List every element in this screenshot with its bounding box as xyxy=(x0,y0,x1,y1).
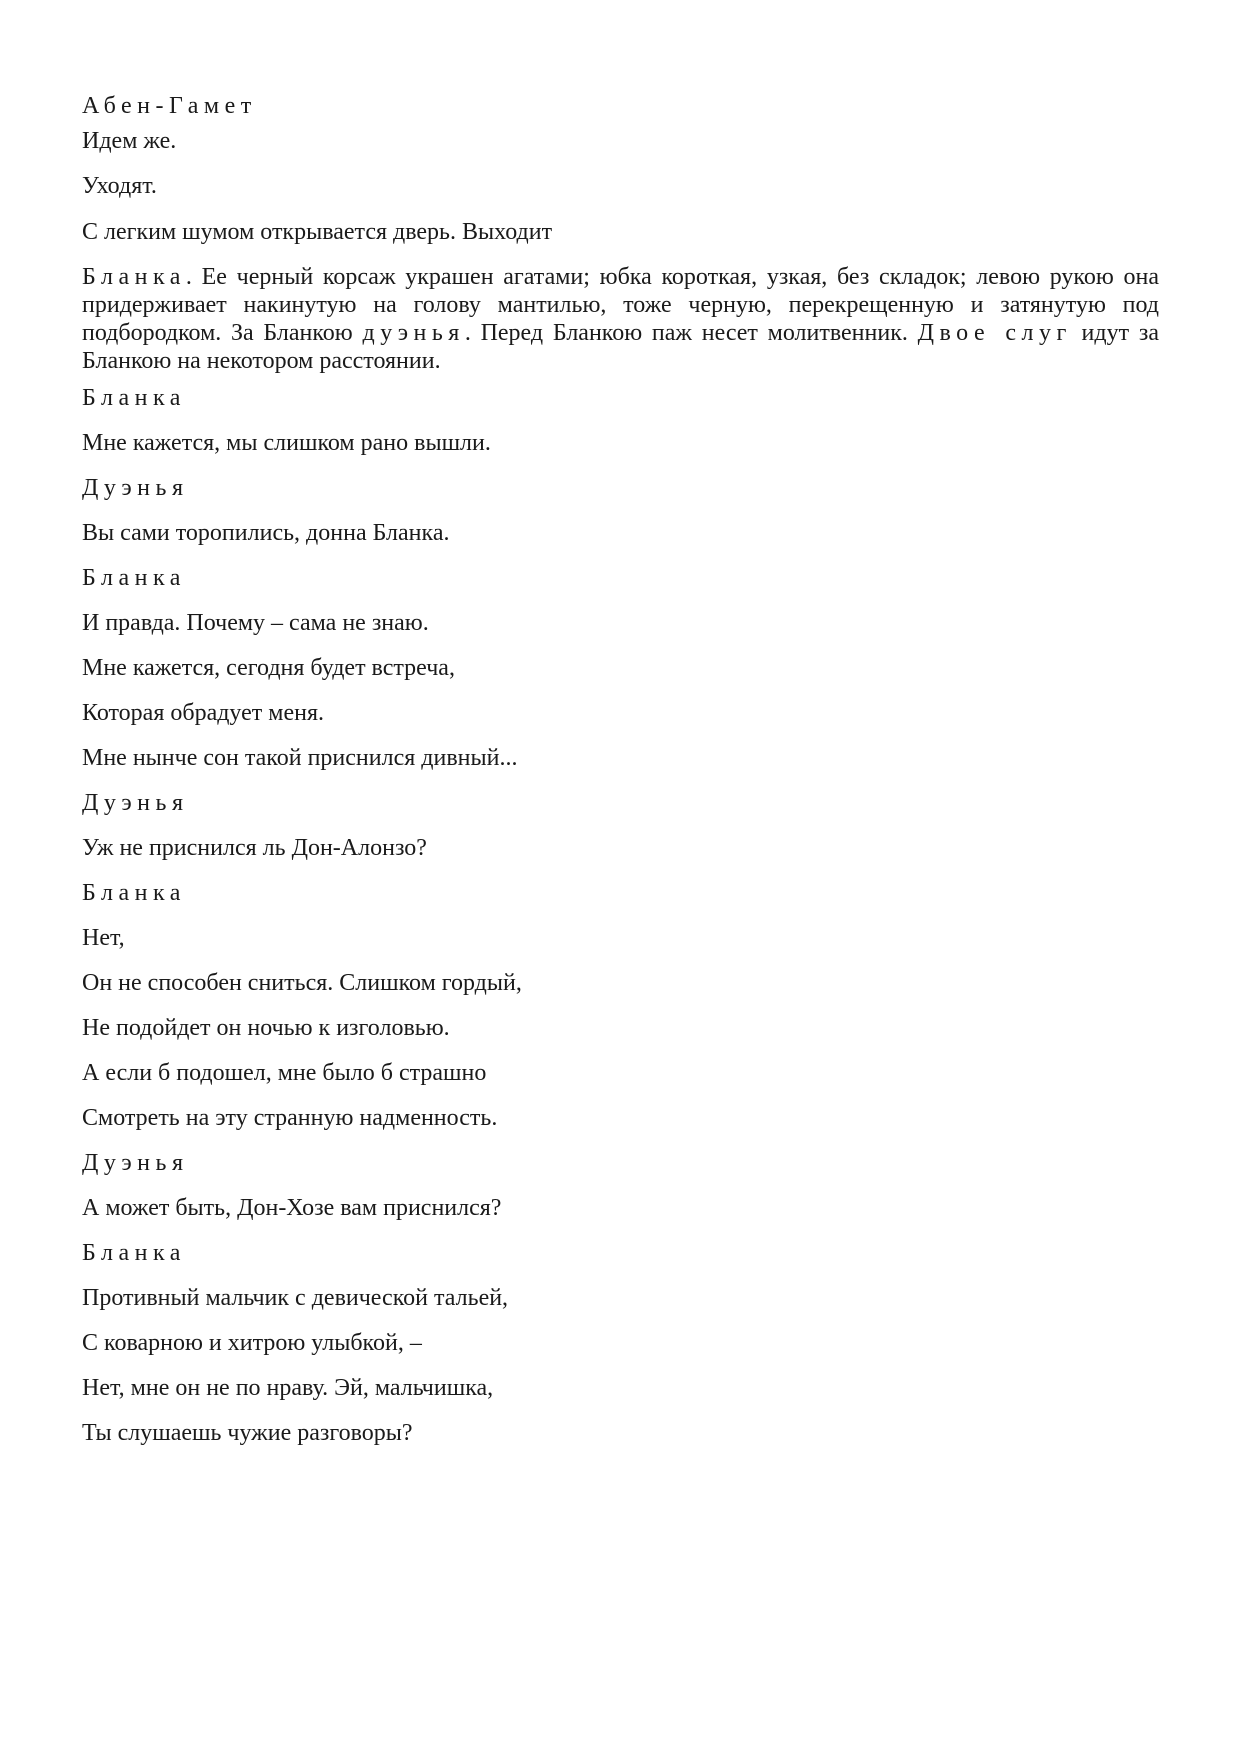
character-name-duenya: дуэнья xyxy=(362,320,465,346)
verse-line: С коварною и хитрою улыбкой, – xyxy=(82,1330,422,1356)
verse-line: И правда. Почему – сама не знаю. xyxy=(82,610,429,636)
speaker-aben-gamet: Абен-Гамет xyxy=(82,93,257,119)
speaker-blanka: Бланка xyxy=(82,385,186,411)
speaker-duenya: Дуэнья xyxy=(82,1150,189,1176)
verse-line: Противный мальчик с девической тальей, xyxy=(82,1285,509,1311)
character-name-blanka: Бланка xyxy=(82,264,186,290)
verse-line: Он не способен сниться. Слишком гордый, xyxy=(82,970,522,996)
verse-line: А если б подошел, мне было б страшно xyxy=(82,1060,487,1086)
verse-line: Вы сами торопились, донна Бланка. xyxy=(82,520,450,546)
speaker-duenya: Дуэнья xyxy=(82,475,189,501)
verse-line: Идем же. xyxy=(82,128,177,154)
verse-line: Мне нынче сон такой приснился дивный... xyxy=(82,745,518,771)
speaker-blanka: Бланка xyxy=(82,1240,186,1266)
verse-line: Мне кажется, мы слишком рано вышли. xyxy=(82,430,491,456)
stage-direction-text: . Перед Бланкою паж несет молитвенник. xyxy=(464,320,918,346)
verse-line: Нет, мне он не по нраву. Эй, мальчишка, xyxy=(82,1375,494,1401)
stage-direction: Уходят. xyxy=(82,173,157,199)
stage-direction-text: идут за Бланкою на некотором расстоянии. xyxy=(82,320,1159,374)
verse-line: Нет, xyxy=(82,925,125,951)
verse-line: Которая обрадует меня. xyxy=(82,700,324,726)
character-name-servants: Двое слуг xyxy=(917,320,1072,346)
stage-direction-text: . Ее черный корсаж украшен агатами; юбка короткая, узкая, без складок; левою рукою она придерживает накинутую на голову мантилью, тоже черную, перекрещенную и затянутую под подбородком. За Бланкою xyxy=(82,264,1159,346)
speaker-duenya: Дуэнья xyxy=(82,790,189,816)
stage-direction-paragraph xyxy=(82,263,1159,375)
verse-line: А может быть, Дон-Хозе вам приснился? xyxy=(82,1195,502,1221)
verse-line: Уж не приснился ль Дон-Алонзо? xyxy=(82,835,427,861)
speaker-blanka: Бланка xyxy=(82,880,186,906)
stage-direction: С легким шумом открывается дверь. Выходит xyxy=(82,219,553,245)
verse-line: Смотреть на эту странную надменность. xyxy=(82,1105,498,1131)
verse-line: Мне кажется, сегодня будет встреча, xyxy=(82,655,455,681)
verse-line: Ты слушаешь чужие разговоры? xyxy=(82,1420,413,1446)
speaker-blanka: Бланка xyxy=(82,565,186,591)
verse-line: Не подойдет он ночью к изголовью. xyxy=(82,1015,450,1041)
